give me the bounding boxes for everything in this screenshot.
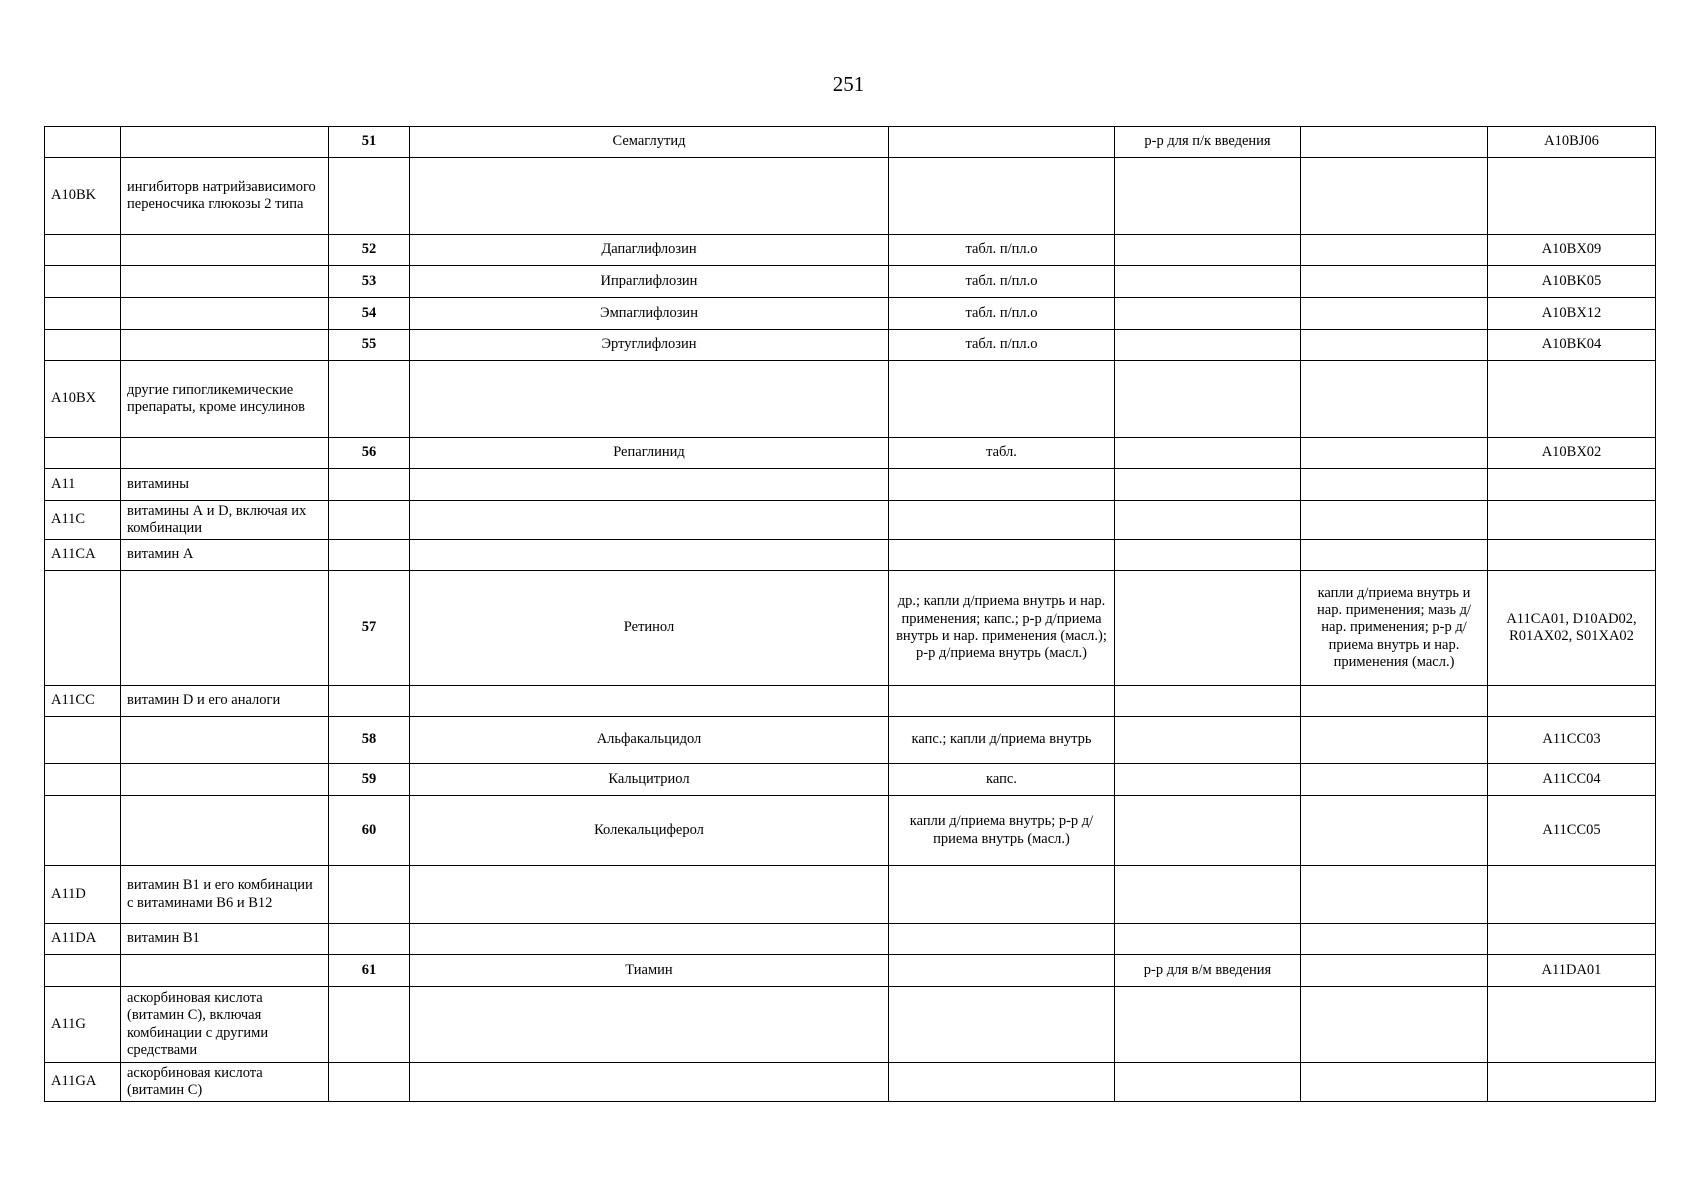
drug-name-cell (410, 924, 889, 955)
atc-code-cell (1488, 1063, 1656, 1102)
dosage-form-cell (889, 501, 1115, 540)
dosage-form-cell (889, 866, 1115, 924)
external-form-cell (1301, 955, 1488, 987)
table-row (45, 764, 1656, 796)
atc-code-cell: A10BJ06 (1488, 127, 1656, 158)
atc-group-name-cell (121, 330, 329, 361)
atc-group-code-cell: A11 (45, 469, 121, 501)
dosage-form-cell: табл. п/пл.о (889, 298, 1115, 330)
atc-group-name-cell (121, 127, 329, 158)
item-number-cell: 51 (329, 127, 410, 158)
injection-form-cell (1115, 987, 1301, 1063)
table-row (45, 266, 1656, 298)
atc-group-code-cell (45, 330, 121, 361)
dosage-form-cell (889, 987, 1115, 1063)
atc-group-name-cell: другие гипогликемические препараты, кроме инсулинов (121, 361, 329, 438)
drug-name-cell: Дапаглифлозин (410, 235, 889, 266)
injection-form-cell (1115, 501, 1301, 540)
table-row (45, 717, 1656, 764)
external-form-cell (1301, 540, 1488, 571)
external-form-cell (1301, 469, 1488, 501)
dosage-form-cell: др.; капли д/приема внутрь и нар. применения; капс.; р-р д/приема внутрь и нар. применения (масл.); р-р д/приема внутрь (масл.) (889, 571, 1115, 686)
item-number-cell: 60 (329, 796, 410, 866)
dosage-form-cell: табл. (889, 438, 1115, 469)
injection-form-cell (1115, 686, 1301, 717)
atc-group-name-cell (121, 438, 329, 469)
atc-code-cell: A11CA01, D10AD02, R01AX02, S01XA02 (1488, 571, 1656, 686)
atc-group-code-cell: A11G (45, 987, 121, 1063)
injection-form-cell (1115, 235, 1301, 266)
atc-group-code-cell (45, 717, 121, 764)
external-form-cell: капли д/приема внутрь и нар. применения; мазь д/нар. применения; р-р д/приема внутрь и нар. применения (масл.) (1301, 571, 1488, 686)
atc-code-cell: A10BK04 (1488, 330, 1656, 361)
dosage-form-cell (889, 361, 1115, 438)
atc-group-code-cell: A11C (45, 501, 121, 540)
item-number-cell: 58 (329, 717, 410, 764)
external-form-cell (1301, 987, 1488, 1063)
atc-group-name-cell (121, 717, 329, 764)
external-form-cell (1301, 866, 1488, 924)
atc-code-cell: A10BX12 (1488, 298, 1656, 330)
table-row (45, 796, 1656, 866)
atc-group-code-cell: A10BX (45, 361, 121, 438)
external-form-cell (1301, 158, 1488, 235)
table-row (45, 158, 1656, 235)
dosage-form-cell: табл. п/пл.о (889, 330, 1115, 361)
atc-group-name-cell (121, 571, 329, 686)
atc-group-name-cell: аскорбиновая кислота (витамин С), включая комбинации с другими средствами (121, 987, 329, 1063)
dosage-form-cell (889, 924, 1115, 955)
drug-name-cell: Ретинол (410, 571, 889, 686)
atc-code-cell (1488, 469, 1656, 501)
atc-group-code-cell: A11CC (45, 686, 121, 717)
table-row (45, 540, 1656, 571)
item-number-cell: 57 (329, 571, 410, 686)
atc-group-code-cell: A11GA (45, 1063, 121, 1102)
drug-name-cell (410, 158, 889, 235)
atc-group-code-cell (45, 796, 121, 866)
external-form-cell (1301, 235, 1488, 266)
atc-group-name-cell (121, 764, 329, 796)
atc-group-code-cell (45, 571, 121, 686)
atc-group-name-cell (121, 266, 329, 298)
atc-group-code-cell (45, 298, 121, 330)
dosage-form-cell: капс.; капли д/приема внутрь (889, 717, 1115, 764)
injection-form-cell (1115, 796, 1301, 866)
atc-group-name-cell (121, 955, 329, 987)
injection-form-cell (1115, 361, 1301, 438)
drug-name-cell: Ипраглифлозин (410, 266, 889, 298)
drug-name-cell: Кальцитриол (410, 764, 889, 796)
atc-group-code-cell (45, 127, 121, 158)
drug-name-cell (410, 361, 889, 438)
drug-name-cell: Колекальциферол (410, 796, 889, 866)
external-form-cell (1301, 1063, 1488, 1102)
item-number-cell: 61 (329, 955, 410, 987)
dosage-form-cell (889, 1063, 1115, 1102)
drug-name-cell: Альфакальцидол (410, 717, 889, 764)
table-row (45, 571, 1656, 686)
item-number-cell (329, 924, 410, 955)
injection-form-cell (1115, 266, 1301, 298)
injection-form-cell (1115, 540, 1301, 571)
item-number-cell (329, 361, 410, 438)
atc-group-name-cell: аскорбиновая кислота (витамин С) (121, 1063, 329, 1102)
table-row (45, 469, 1656, 501)
external-form-cell (1301, 438, 1488, 469)
table-row (45, 924, 1656, 955)
external-form-cell (1301, 298, 1488, 330)
page-number: 251 (832, 72, 865, 96)
item-number-cell (329, 866, 410, 924)
injection-form-cell: р-р для в/м введения (1115, 955, 1301, 987)
atc-group-code-cell: A11CA (45, 540, 121, 571)
injection-form-cell (1115, 438, 1301, 469)
table-row (45, 501, 1656, 540)
item-number-cell: 54 (329, 298, 410, 330)
external-form-cell (1301, 796, 1488, 866)
external-form-cell (1301, 127, 1488, 158)
external-form-cell (1301, 717, 1488, 764)
drug-name-cell (410, 540, 889, 571)
atc-group-name-cell: витамин D и его аналоги (121, 686, 329, 717)
atc-group-code-cell: A11DA (45, 924, 121, 955)
injection-form-cell (1115, 866, 1301, 924)
injection-form-cell (1115, 298, 1301, 330)
atc-group-code-cell: A11D (45, 866, 121, 924)
drug-name-cell (410, 501, 889, 540)
item-number-cell (329, 686, 410, 717)
table-row (45, 987, 1656, 1063)
item-number-cell (329, 540, 410, 571)
injection-form-cell (1115, 330, 1301, 361)
dosage-form-cell: капс. (889, 764, 1115, 796)
atc-code-cell: A11CC05 (1488, 796, 1656, 866)
atc-code-cell (1488, 987, 1656, 1063)
atc-group-name-cell: витамин А (121, 540, 329, 571)
drug-name-cell: Семаглутид (410, 127, 889, 158)
item-number-cell: 55 (329, 330, 410, 361)
drug-name-cell (410, 987, 889, 1063)
atc-group-name-cell (121, 796, 329, 866)
drug-name-cell: Тиамин (410, 955, 889, 987)
injection-form-cell (1115, 717, 1301, 764)
injection-form-cell (1115, 571, 1301, 686)
dosage-form-cell (889, 955, 1115, 987)
table-row (45, 330, 1656, 361)
drug-name-cell: Эмпаглифлозин (410, 298, 889, 330)
table-row (45, 298, 1656, 330)
item-number-cell: 56 (329, 438, 410, 469)
atc-group-name-cell: ингибиторв натрийзависимого переносчика глюкозы 2 типа (121, 158, 329, 235)
external-form-cell (1301, 361, 1488, 438)
atc-code-cell: A10BK05 (1488, 266, 1656, 298)
drug-name-cell (410, 1063, 889, 1102)
external-form-cell (1301, 266, 1488, 298)
table-body (45, 127, 1656, 1102)
injection-form-cell (1115, 469, 1301, 501)
item-number-cell (329, 158, 410, 235)
atc-code-cell: A10BX09 (1488, 235, 1656, 266)
atc-group-name-cell: витамины А и D, включая их комбинации (121, 501, 329, 540)
drug-name-cell (410, 469, 889, 501)
injection-form-cell (1115, 158, 1301, 235)
atc-group-name-cell (121, 235, 329, 266)
table-row (45, 686, 1656, 717)
injection-form-cell (1115, 1063, 1301, 1102)
table-row (45, 235, 1656, 266)
external-form-cell (1301, 686, 1488, 717)
external-form-cell (1301, 501, 1488, 540)
atc-code-cell (1488, 361, 1656, 438)
atc-group-name-cell (121, 298, 329, 330)
external-form-cell (1301, 924, 1488, 955)
injection-form-cell (1115, 764, 1301, 796)
dosage-form-cell (889, 540, 1115, 571)
drug-name-cell: Репаглинид (410, 438, 889, 469)
atc-code-cell: A10BX02 (1488, 438, 1656, 469)
drug-table (44, 126, 1656, 1102)
atc-code-cell: A11CC03 (1488, 717, 1656, 764)
drug-name-cell: Эртуглифлозин (410, 330, 889, 361)
dosage-form-cell: табл. п/пл.о (889, 235, 1115, 266)
atc-code-cell: A11DA01 (1488, 955, 1656, 987)
atc-code-cell: A11CC04 (1488, 764, 1656, 796)
table-row (45, 438, 1656, 469)
external-form-cell (1301, 330, 1488, 361)
atc-code-cell (1488, 924, 1656, 955)
table-row (45, 1063, 1656, 1102)
external-form-cell (1301, 764, 1488, 796)
atc-group-code-cell (45, 955, 121, 987)
drug-name-cell (410, 866, 889, 924)
table-row (45, 866, 1656, 924)
injection-form-cell: р-р для п/к введения (1115, 127, 1301, 158)
atc-group-name-cell: витамины (121, 469, 329, 501)
item-number-cell: 53 (329, 266, 410, 298)
atc-group-code-cell (45, 235, 121, 266)
injection-form-cell (1115, 924, 1301, 955)
atc-group-name-cell: витамин В1 и его комбинации с витаминами В6 и В12 (121, 866, 329, 924)
atc-group-name-cell: витамин В1 (121, 924, 329, 955)
table-row (45, 127, 1656, 158)
item-number-cell (329, 1063, 410, 1102)
dosage-form-cell: капли д/приема внутрь; р-р д/приема внутрь (масл.) (889, 796, 1115, 866)
dosage-form-cell: табл. п/пл.о (889, 266, 1115, 298)
dosage-form-cell (889, 158, 1115, 235)
item-number-cell: 52 (329, 235, 410, 266)
dosage-form-cell (889, 686, 1115, 717)
item-number-cell (329, 501, 410, 540)
dosage-form-cell (889, 469, 1115, 501)
drug-name-cell (410, 686, 889, 717)
atc-code-cell (1488, 501, 1656, 540)
atc-group-code-cell (45, 764, 121, 796)
table-row (45, 955, 1656, 987)
atc-code-cell (1488, 866, 1656, 924)
item-number-cell (329, 987, 410, 1063)
atc-code-cell (1488, 686, 1656, 717)
dosage-form-cell (889, 127, 1115, 158)
atc-group-code-cell: A10BK (45, 158, 121, 235)
atc-code-cell (1488, 540, 1656, 571)
atc-code-cell (1488, 158, 1656, 235)
table-row (45, 361, 1656, 438)
atc-group-code-cell (45, 438, 121, 469)
atc-group-code-cell (45, 266, 121, 298)
item-number-cell: 59 (329, 764, 410, 796)
item-number-cell (329, 469, 410, 501)
